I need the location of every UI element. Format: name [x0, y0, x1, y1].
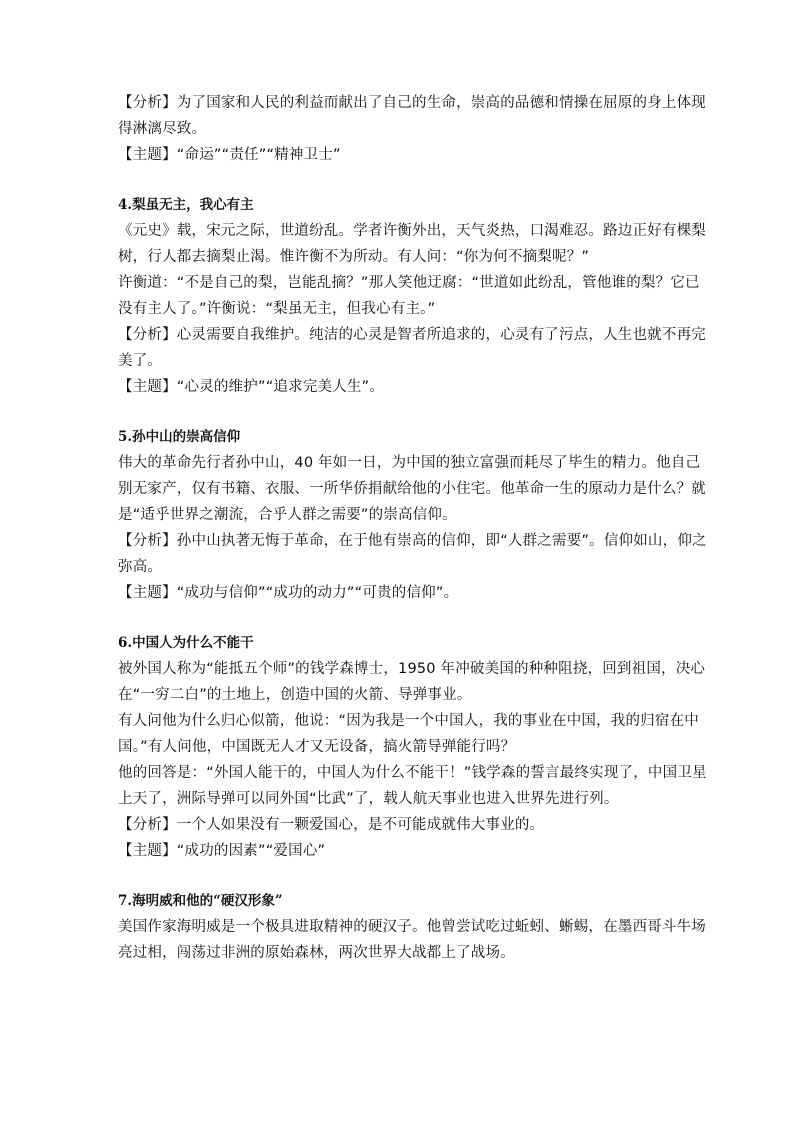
- section-gap: [118, 606, 678, 630]
- text-line: 是“适乎世界之潮流，合乎人群之需要”的崇高信仰。: [118, 507, 457, 523]
- analysis-line: 弥高。: [118, 559, 163, 575]
- theme-line: 【主题】“心灵的维护”“追求完美人生”。: [118, 379, 385, 395]
- analysis-line: 美了。: [118, 353, 163, 369]
- text-line: 【分析】为了国家和人民的利益而献出了自己的生命，崇高的品德和情操在屈原的身上体现: [118, 95, 706, 111]
- section-4: [118, 192, 706, 400]
- analysis-line: 【分析】一个人如果没有一颗爱国心，是不可能成就伟大事业的。: [118, 817, 545, 833]
- text-line: 在“一穷二白”的土地上，创造中国的火箭、导弹事业。: [118, 687, 472, 703]
- section-title: 4.梨虽无主，我心有主: [118, 197, 254, 213]
- theme-line: 【主题】“命运”“责任”“精神卫士”: [118, 147, 341, 163]
- section-7: [118, 888, 706, 966]
- text-line: 被外国人称为“能抵五个师”的钱学森博士，1950 年冲破美国的种种阻挠，回到祖国，决心: [118, 661, 706, 677]
- section-title: 5.孙中山的崇高信仰: [118, 429, 241, 445]
- text-line: 伟大的革命先行者孙中山，40 年如一日，为中国的独立富强而耗尽了毕生的精力。他自己: [118, 455, 701, 471]
- text-line: 国。”有人问他，中国既无人才又无设备，搞火箭导弹能行吗？: [118, 739, 516, 755]
- text-line: 别无家产，仅有书籍、衣服、一所华侨捐献给他的小住宅。他革命一生的原动力是什么？就: [118, 481, 706, 497]
- analysis-line: 【分析】心灵需要自我维护。纯洁的心灵是智者所追求的，心灵有了污点，人生也就不再完: [118, 327, 706, 343]
- section-5: [118, 424, 707, 606]
- analysis-line: 【分析】孙中山执著无悔于革命，在于他有崇高的信仰，即“人群之需要”。信仰如山，仰之: [118, 533, 707, 549]
- text-line: 《元史》载，宋元之际，世道纷乱。学者许衡外出，天气炎热，口渴难忍。路边正好有棵梨: [118, 223, 706, 239]
- analysis-paragraph-qu-yuan: [118, 90, 706, 142]
- section-title: 6.中国人为什么不能干: [118, 635, 254, 651]
- text-line: 有人问他为什么归心似箭，他说：“因为我是一个中国人，我的事业在中国，我的归宿在中: [118, 713, 700, 729]
- document-page: [118, 90, 707, 966]
- theme-line: 【主题】“成功与信仰”“成功的动力”“可贵的信仰”。: [118, 585, 459, 601]
- theme-line: 【主题】“成功的因素”“爱国心”: [118, 843, 326, 859]
- text-line: 亮过相，闯荡过非洲的原始森林，两次世界大战都上了战场。: [118, 945, 515, 961]
- text-line: 他的回答是：“外国人能干的，中国人为什么不能干！”钱学森的誓言最终实现了，中国卫星: [118, 765, 707, 781]
- text-line: 得淋漓尽致。: [118, 121, 207, 137]
- text-line: 美国作家海明威是一个极具进取精神的硬汉子。他曾尝试吃过蚯蚓、蜥蜴，在墨西哥斗牛场: [118, 919, 706, 935]
- text-line: 上天了，洲际导弹可以同外国“比武”了，载人航天事业也进入世界先进行列。: [118, 791, 619, 807]
- section-6: [118, 630, 707, 864]
- text-line: 许衡道：“不是自己的梨，岂能乱摘？”那人笑他迂腐：“世道如此纷乱，管他谁的梨？它已: [118, 275, 700, 291]
- text-line: 树，行人都去摘梨止渴。惟许衡不为所动。有人问：“你为何不摘梨呢？”: [118, 249, 590, 265]
- text-line: 没有主人了。”许衡说：“梨虽无主，但我心有主。”: [118, 301, 436, 317]
- section-gap: [118, 864, 678, 888]
- section-gap: [118, 168, 678, 192]
- section-title: 7.海明威和他的“硬汉形象”: [118, 893, 283, 909]
- section-gap: [118, 400, 678, 424]
